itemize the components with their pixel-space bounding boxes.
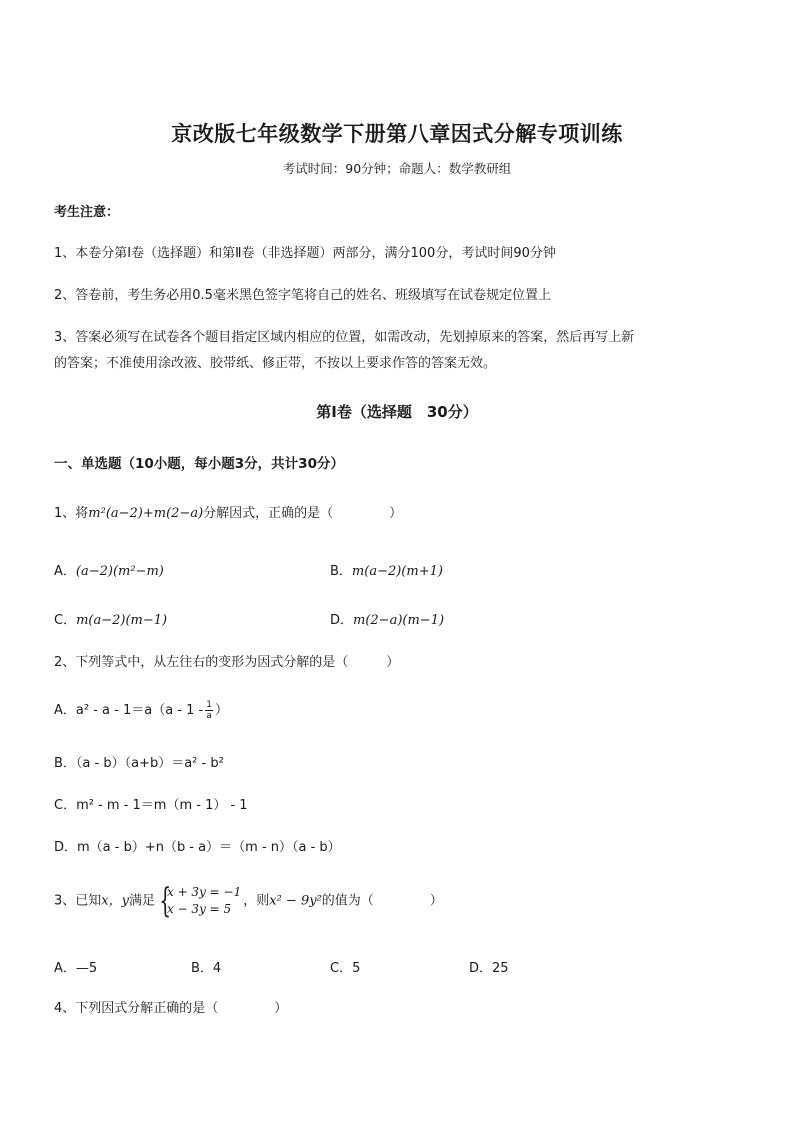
part-one-title: 第Ⅰ卷（选择题 30分） bbox=[316, 403, 478, 421]
notice-item-1: 1、本卷分第Ⅰ卷（选择题）和第Ⅱ卷（非选择题）两部分，满分100分，考试时间90分钟 bbox=[54, 246, 556, 261]
q1-expression: m²(a−2)+m(2−a) bbox=[88, 506, 204, 521]
q3-option-d[interactable]: D．25 bbox=[469, 961, 509, 976]
notice-item-3: 3、答案必须写在试卷各个题目指定区域内相应的位置，如需改动，先划掉原来的答案，然后再写上新 bbox=[54, 330, 635, 345]
q3-expression: x² − 9y² bbox=[269, 893, 322, 909]
q1-option-b-expr: m(a−2)(m+1) bbox=[351, 564, 443, 579]
q2-option-a-end: ） bbox=[214, 703, 228, 718]
q3-mid: ，则 bbox=[243, 893, 270, 909]
notice-item-3-cont: 的答案；不准使用涂改液、胶带纸、修正带，不按以上要求作答的答案无效。 bbox=[54, 356, 497, 371]
q1-option-b-label: B． bbox=[330, 564, 352, 579]
q2-option-a-label: A． bbox=[54, 703, 76, 718]
question-4 bbox=[54, 997, 287, 1016]
question-1 bbox=[54, 502, 402, 521]
brace-icon: { bbox=[159, 881, 172, 921]
section-heading: 一、单选题（10小题，每小题3分，共计30分） bbox=[54, 456, 344, 472]
q3-option-b[interactable]: B．4 bbox=[191, 961, 222, 976]
equation-2: x − 3y = 5 bbox=[166, 902, 232, 916]
equation-system bbox=[157, 881, 242, 921]
question-2 bbox=[54, 651, 399, 670]
q3-option-a[interactable]: A．—5 bbox=[54, 961, 98, 976]
q1-option-a[interactable] bbox=[54, 560, 164, 579]
notice-heading: 考生注意： bbox=[54, 205, 120, 220]
notice-item-2: 2、答卷前，考生务必用0.5毫米黑色签字笔将自己的姓名、班级填写在试卷规定位置上 bbox=[54, 288, 551, 303]
q1-option-c-label: C． bbox=[54, 613, 77, 628]
exam-info: 考试时间：90分钟；命题人：数学教研组 bbox=[282, 161, 512, 176]
q3-option-c[interactable]: C．5 bbox=[330, 961, 361, 976]
q3-vars: x，y bbox=[101, 893, 129, 909]
q2-option-b[interactable]: B．（a - b）（a+b）＝a² - b² bbox=[54, 756, 224, 771]
q1-suffix: 分解因式，正确的是（ bbox=[203, 506, 334, 521]
q1-option-a-expr: (a−2)(m²−m) bbox=[75, 564, 164, 579]
q1-option-a-label: A． bbox=[54, 564, 76, 579]
q1-option-d-label: D． bbox=[330, 613, 354, 628]
fraction-numerator: 1 bbox=[206, 700, 212, 710]
q2-stem: 2、下列等式中，从左往右的变形为因式分解的是（ bbox=[54, 655, 349, 670]
page-title: 京改版七年级数学下册第八章因式分解专项训练 bbox=[171, 122, 623, 146]
q2-option-c[interactable]: C．m² - m - 1＝m（m - 1） - 1 bbox=[54, 798, 248, 813]
q4-stem: 4、下列因式分解正确的是（ bbox=[54, 1001, 219, 1016]
q3-close: ） bbox=[429, 893, 443, 909]
q1-prefix: 1、将 bbox=[54, 506, 89, 521]
question-3 bbox=[54, 881, 443, 921]
q3-prefix: 3、已知 bbox=[54, 893, 102, 909]
q2-option-a-expr: a² - a - 1＝a（a - 1 - bbox=[75, 703, 204, 718]
q2-option-d[interactable]: D．m（a - b）+n（b - a）＝（m - n）（a - b） bbox=[54, 840, 341, 855]
fraction-denominator: a bbox=[206, 711, 212, 721]
q1-option-d-expr: m(2−a)(m−1) bbox=[353, 613, 445, 628]
q2-option-a-fraction bbox=[205, 700, 213, 721]
q1-option-b[interactable] bbox=[330, 560, 443, 579]
q2-close: ） bbox=[386, 655, 400, 670]
q3-suffix: 的值为（ bbox=[321, 893, 374, 909]
q1-option-c-expr: m(a−2)(m−1) bbox=[76, 613, 168, 628]
q1-option-c[interactable] bbox=[54, 609, 167, 628]
q3-cond: 满足 bbox=[128, 893, 155, 909]
q2-option-a[interactable] bbox=[54, 699, 228, 721]
q1-close: ） bbox=[389, 506, 403, 521]
equation-1: x + 3y = −1 bbox=[166, 885, 242, 899]
q1-option-d[interactable] bbox=[330, 609, 444, 628]
q4-close: ） bbox=[274, 1001, 288, 1016]
